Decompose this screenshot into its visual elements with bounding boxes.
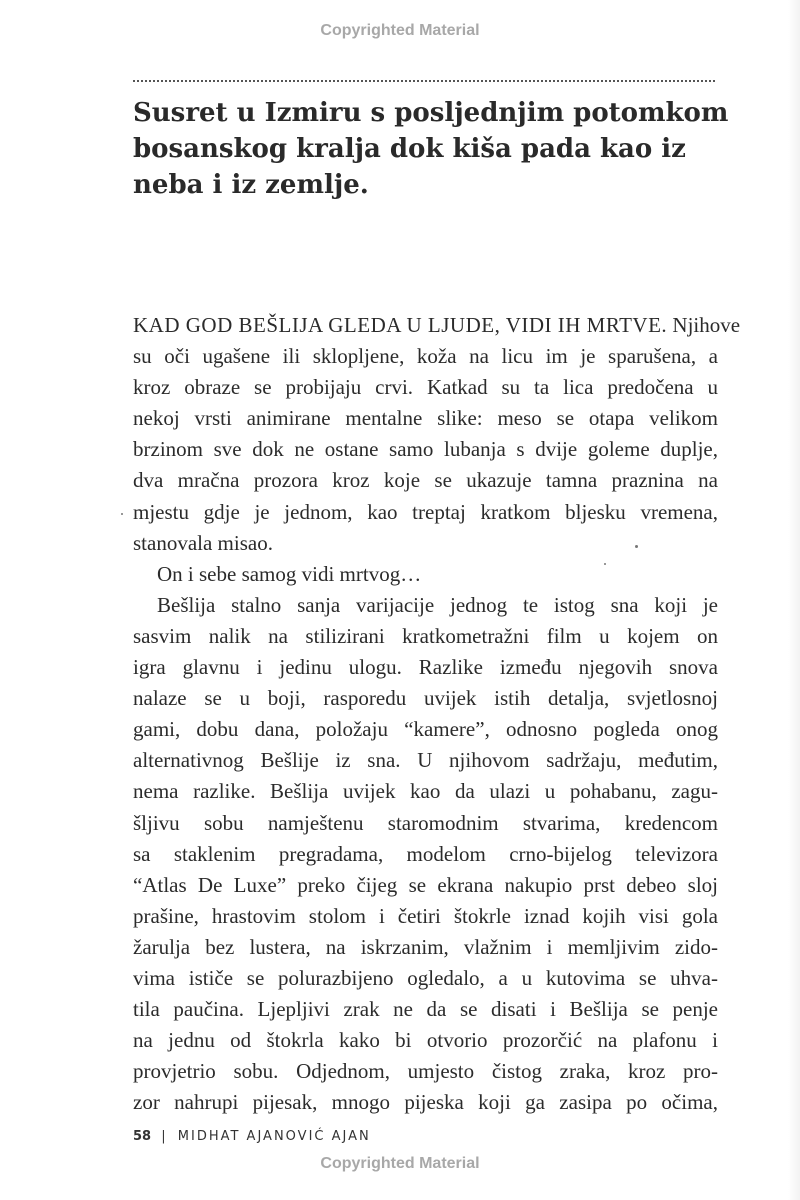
text-line: provjetrio sobu. Odjednom, umjesto čistog zraka, kroz pro- (133, 1059, 718, 1084)
text-line: Bešlija stalno sanja varijacije jednog te istog sna koji je (157, 592, 718, 617)
text-line (133, 310, 741, 341)
watermark-bottom: Copyrighted Material (320, 1155, 480, 1172)
print-speck (604, 563, 606, 565)
text-line: dva mračna prozora kroz koje se ukazuje tamna praznina na (133, 468, 718, 493)
text-line: sa staklenim pregradama, modelom crno-bijelog televizora (133, 841, 718, 866)
text-line: “Atlas De Luxe” preko čijeg se ekrana nakupio prst debeo sloj (133, 872, 718, 897)
chapter-title-line: Susret u Izmiru s posljednjim potomkom (133, 98, 729, 128)
print-speck (635, 545, 638, 548)
text-line: igra glavnu i jedinu ulogu. Razlike između njegovih snova (133, 655, 718, 680)
text-line: stanovala misao. (133, 530, 273, 555)
text-line: nekoj vrsti animirane mentalne slike: meso se otapa velikom (133, 406, 718, 431)
page-footer (133, 1129, 371, 1144)
print-speck (121, 513, 123, 515)
text-line: su oči ugašene ili sklopljene, koža na licu im je sparušena, a (133, 344, 718, 369)
text-line-rest: Njihove (667, 313, 741, 337)
text-line: kroz obraze se probijaju crvi. Katkad su ta lica predočena u (133, 375, 718, 400)
text-line: gami, dobu dana, položaju “kamere”, odnosno pogleda onog (133, 717, 718, 742)
text-line: alternativnog Bešlije iz sna. U njihovom sadržaju, međutim, (133, 748, 718, 773)
text-line: zor nahrupi pijesak, mnogo pijeska koji ga zasipa po očima, (133, 1090, 718, 1115)
text-line: brzinom sve dok ne ostane samo lubanja s dvije goleme duplje, (133, 437, 718, 462)
running-author: MIDHAT AJANOVIĆ AJAN (177, 1129, 371, 1144)
text-line: mjestu gdje je jednom, kao treptaj kratkom bljesku vremena, (133, 499, 718, 524)
text-line: nema razlike. Bešlija uvijek kao da ulazi u pohabanu, zagu- (133, 779, 718, 804)
page-number: 58 (133, 1129, 152, 1144)
footer-separator: | (161, 1129, 166, 1144)
text-line: On i sebe samog vidi mrtvog… (157, 561, 422, 586)
chapter-title-line: bosanskog kralja dok kiša pada kao iz (133, 134, 686, 164)
text-line: na jednu od štokrla kako bi otvorio prozorčić na plafonu i (133, 1028, 718, 1053)
page-edge-shadow (788, 0, 800, 1200)
body-text (133, 310, 741, 1118)
text-line: šljivu sobu namještenu staromodnim stvarima, kredencom (133, 810, 718, 835)
watermark-top: Copyrighted Material (320, 22, 480, 39)
chapter-title (133, 95, 733, 203)
text-line: tila paučina. Ljepljivi zrak ne da se disati i Bešlija se penje (133, 997, 718, 1022)
chapter-divider (133, 80, 715, 82)
text-line: prašine, hrastovim stolom i četiri štokrle iznad kojih visi gola (133, 903, 718, 928)
opening-caps: KAD GOD BEŠLIJA GLEDA U LJUDE, VIDI IH MRTVE. (133, 313, 668, 337)
text-line: žarulja bez lustera, na iskrzanim, vlažnim i memljivim zido- (133, 934, 718, 959)
text-line: sasvim nalik na stilizirani kratkometražni film u kojem on (133, 623, 718, 648)
chapter-title-line: neba i iz zemlje. (133, 170, 369, 200)
text-line: nalaze se u boji, rasporedu uvijek istih detalja, svjetlosnoj (133, 686, 718, 711)
text-line: vima ističe se polurazbijeno ogledalo, a u kutovima se uhva- (133, 965, 718, 990)
